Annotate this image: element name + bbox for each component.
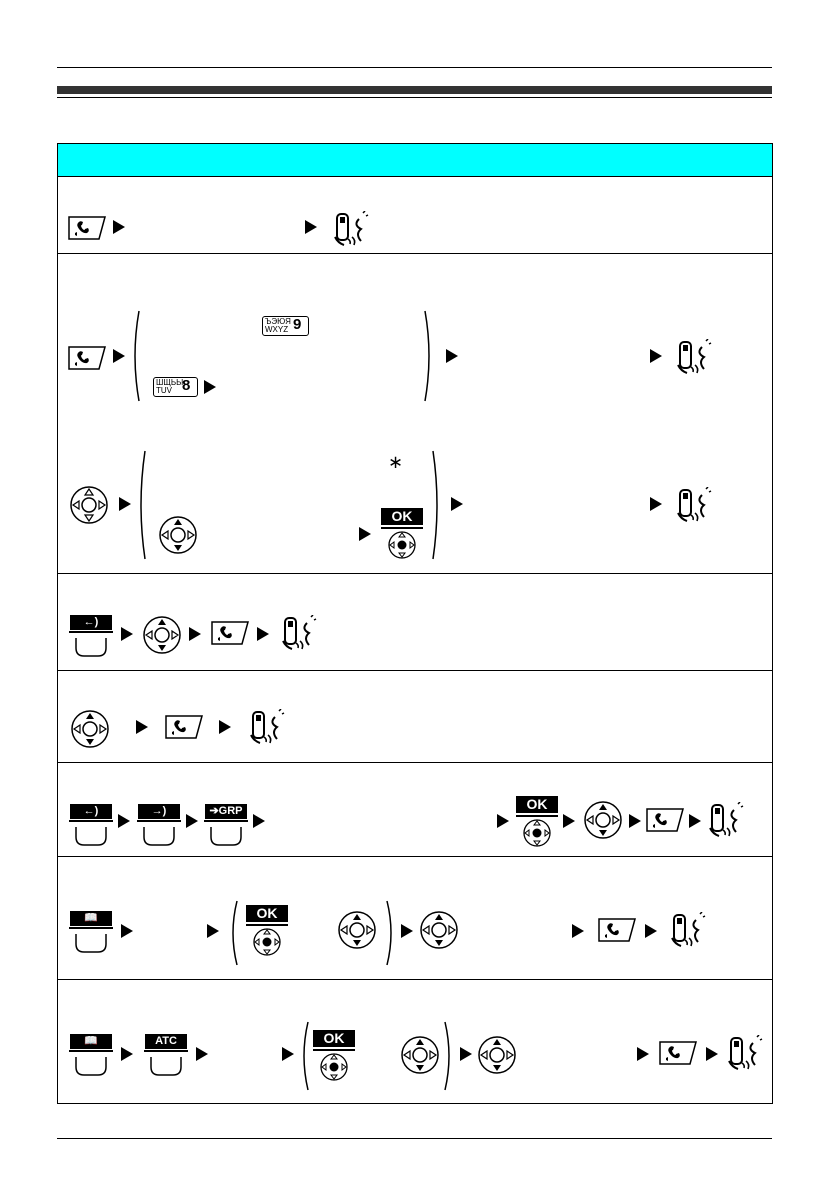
arrow-icon [282, 1047, 294, 1061]
arrow-icon [706, 1047, 718, 1061]
navigator-up-down-icon[interactable] [400, 1035, 440, 1075]
arrow-icon [497, 814, 509, 828]
phonebook-icon: 📖 [70, 1034, 112, 1049]
right-bracket [432, 450, 442, 560]
right-bracket [386, 900, 396, 966]
arrow-icon [637, 1047, 649, 1061]
ok-label: OK [381, 508, 423, 525]
arrow-icon [446, 349, 458, 363]
navigator-up-down-icon[interactable] [158, 515, 198, 555]
arrow-icon [121, 627, 133, 641]
talk-key-icon[interactable] [210, 620, 250, 646]
ok-label: OK [516, 796, 558, 813]
arrow-icon [253, 814, 265, 828]
ok-key-icon [381, 526, 423, 560]
arrow-icon [563, 814, 575, 828]
arrow-icon [219, 720, 231, 734]
row-divider [58, 856, 772, 857]
left-bracket [228, 900, 238, 966]
handset-talking-icon [676, 339, 712, 377]
navigator-up-down-icon[interactable] [477, 1035, 517, 1075]
ok-key[interactable] [381, 508, 423, 558]
phonebook-soft-key[interactable] [68, 910, 114, 956]
arrow-icon [196, 1047, 208, 1061]
star-symbol: ∗ [388, 452, 404, 472]
arrow-icon [189, 627, 201, 641]
arrow-icon [650, 349, 662, 363]
row-divider [58, 573, 772, 574]
key-9-sub: ЪЭЮЯ WXYZ [265, 317, 291, 334]
arrow-icon [136, 720, 148, 734]
row-divider [58, 253, 772, 254]
ok-key[interactable] [246, 905, 288, 955]
arrow-icon [689, 814, 701, 828]
arrow-icon [186, 814, 198, 828]
talk-key-icon[interactable] [67, 345, 107, 371]
soft-key-icon [136, 819, 182, 849]
soft-key-icon [143, 1049, 189, 1079]
transfer-soft-key[interactable] [136, 803, 182, 849]
transfer-icon: →) [138, 804, 180, 819]
right-bracket [444, 1021, 454, 1091]
ok-label: OK [313, 1030, 355, 1047]
talk-key-icon[interactable] [164, 714, 204, 740]
grp-icon: ➔GRP [205, 804, 247, 819]
arrow-icon [401, 924, 413, 938]
arrow-icon [460, 1047, 472, 1061]
bottom-rule [57, 1138, 772, 1139]
ok-key-icon [246, 923, 288, 957]
atc-soft-key[interactable] [143, 1033, 189, 1079]
row-divider [58, 979, 772, 980]
arrow-icon [121, 924, 133, 938]
arrow-icon [359, 527, 371, 541]
arrow-icon [650, 497, 662, 511]
talk-key-icon[interactable] [67, 215, 107, 241]
talk-key-icon[interactable] [597, 917, 637, 943]
navigator-up-down-icon[interactable] [419, 910, 459, 950]
grp-soft-key[interactable] [203, 803, 249, 849]
ok-key-icon [313, 1048, 355, 1082]
top-rule [57, 67, 772, 68]
key-9[interactable] [262, 316, 309, 336]
key-8[interactable] [153, 377, 198, 397]
left-bracket [136, 450, 146, 560]
key-9-digit: 9 [293, 316, 302, 333]
arrow-icon [113, 220, 125, 234]
redial-soft-key[interactable] [68, 803, 114, 849]
arrow-icon [629, 814, 641, 828]
soft-key-icon [68, 630, 114, 660]
row-divider [58, 670, 772, 671]
ok-key[interactable] [516, 796, 558, 846]
navigator-up-down-icon[interactable] [583, 800, 623, 840]
ok-key-icon [516, 814, 558, 848]
section-bar-line [57, 97, 772, 98]
arrow-icon [113, 349, 125, 363]
arrow-icon [305, 220, 317, 234]
soft-key-icon [68, 1049, 114, 1079]
navigator-icon[interactable] [69, 485, 109, 525]
ok-label: OK [246, 905, 288, 922]
talk-key-icon[interactable] [658, 1040, 698, 1066]
handset-talking-icon [676, 487, 712, 525]
arrow-icon [207, 924, 219, 938]
handset-talking-icon [670, 912, 706, 950]
arrow-icon [257, 627, 269, 641]
arrow-icon [121, 1047, 133, 1061]
left-bracket [299, 1021, 309, 1091]
arrow-icon [572, 924, 584, 938]
navigator-up-down-icon[interactable] [142, 615, 182, 655]
handset-talking-icon [333, 211, 369, 249]
navigator-up-down-icon[interactable] [337, 910, 377, 950]
talk-key-icon[interactable] [645, 807, 685, 833]
arrow-icon [118, 814, 130, 828]
soft-key-icon [68, 926, 114, 956]
navigator-up-down-icon[interactable] [70, 709, 110, 749]
soft-key-icon [68, 819, 114, 849]
handset-talking-icon [249, 709, 285, 747]
soft-key-icon [203, 819, 249, 849]
handset-talking-icon [727, 1035, 763, 1073]
arrow-icon [204, 380, 216, 394]
redial-icon: ←) [70, 804, 112, 819]
arrow-icon [451, 497, 463, 511]
handset-talking-icon [708, 802, 744, 840]
redial-soft-key[interactable] [68, 614, 114, 660]
key-8-sub: ШЩЬЫ TUV [156, 378, 184, 395]
left-bracket [130, 310, 140, 402]
redial-icon: ←) [70, 615, 112, 630]
phonebook-icon: 📖 [70, 911, 112, 926]
arrow-icon [645, 924, 657, 938]
key-8-digit: 8 [182, 377, 191, 394]
handset-talking-icon [281, 615, 317, 653]
section-bar [57, 86, 772, 94]
phonebook-soft-key[interactable] [68, 1033, 114, 1079]
atc-icon: ATC [145, 1034, 187, 1049]
right-bracket [424, 310, 434, 402]
ok-key[interactable] [313, 1030, 355, 1080]
table-header [58, 144, 772, 177]
arrow-icon [119, 497, 131, 511]
row-divider [58, 762, 772, 763]
